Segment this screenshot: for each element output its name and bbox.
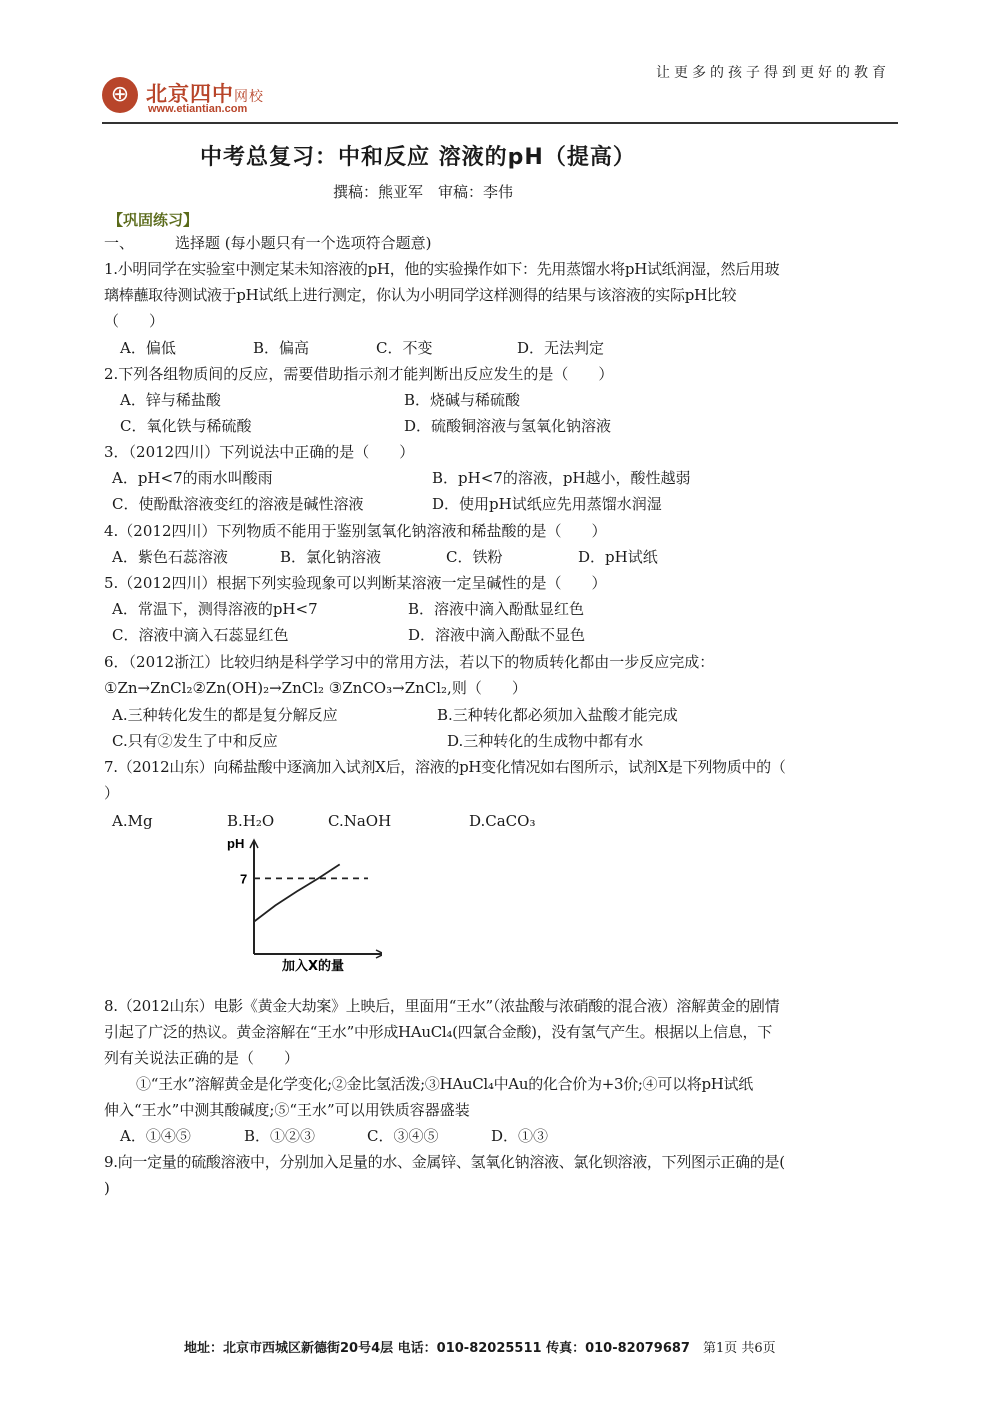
part-heading: 选择题 (每小题只有一个选项符合题意): [175, 234, 432, 252]
q6-option-b: B.三种转化都必须加入盐酸才能完成: [437, 706, 678, 724]
q2-option-c: C．氧化铁与稀硫酸: [120, 417, 252, 435]
q5-option-d: D．溶液中滴入酚酞不显色: [408, 626, 586, 644]
q6-stem: 6．（2012浙江）比较归纳是科学学习中的常用方法，若以下的物质转化都由一步反应完成：: [104, 653, 715, 671]
footer-address: 地址：北京市西城区新德街20号4层 电话：010-82025511 传真：010-82079687: [184, 1341, 690, 1356]
q5-option-b: B．溶液中滴入酚酞显红色: [408, 600, 585, 618]
q6-reactions: ①Zn→ZnCl₂②Zn(OH)₂→ZnCl₂ ③ZnCO₃→ZnCl₂,则（ ）: [104, 679, 527, 697]
q1-option-c: C．不变: [376, 339, 433, 357]
footer: [184, 1337, 776, 1356]
y-axis-label: pH: [227, 838, 245, 851]
q8-line-2: 引起了广泛的热议。黄金溶解在“王水”中形成HAuCl₄(四氯合金酸)，没有氢气产生。根据以上信息，下: [104, 1023, 772, 1041]
q1-line-1: 1.小明同学在实验室中测定某未知溶液的pH，他的实验操作如下：先用蒸馏水将pH试纸润湿，然后用玻: [104, 260, 780, 278]
y-tick-label: 7: [240, 871, 248, 887]
q5-option-c: C．溶液中滴入石蕊显红色: [112, 626, 289, 644]
q9-line-1: 9.向一定量的硫酸溶液中，分别加入足量的水、金属锌、氢氧化钠溶液、氯化钡溶液，下列图示正确的是(: [104, 1153, 785, 1171]
logo-emblem-icon: ⊕: [102, 77, 138, 113]
q8-option-d: D．①③: [491, 1127, 549, 1145]
logo-sub: 网校: [234, 89, 264, 105]
q7-option-d: D.CaCO₃: [469, 812, 536, 830]
q1-option-b: B．偏高: [253, 339, 310, 357]
q6-option-a: A.三种转化发生的都是复分解反应: [112, 706, 338, 724]
q4-option-d: D．pH试纸: [578, 548, 658, 566]
logo-url: www.etiantian.com: [148, 103, 248, 115]
q3-option-a: A．pH<7的雨水叫酸雨: [112, 469, 273, 487]
q6-option-d: D.三种转化的生成物中都有水: [447, 732, 644, 750]
q1-line-2: 璃棒蘸取待测试液于pH试纸上进行测定，你认为小明同学这样测得的结果与该溶液的实际pH比较: [104, 286, 737, 304]
header-divider: [102, 122, 898, 124]
q8-option-b: B．①②③: [244, 1127, 316, 1145]
slogan: 让更多的孩子得到更好的教育: [656, 65, 890, 81]
q9-line-2: ): [104, 1179, 110, 1197]
page-title: 中考总复习：中和反应 溶液的pH（提高）: [200, 145, 636, 170]
q8-option-a: A．①④⑤: [120, 1127, 191, 1145]
q8-option-c: C．③④⑤: [367, 1127, 439, 1145]
author-line: 撰稿：熊亚军 审稿：李伟: [333, 183, 514, 201]
q1-option-a: A．偏低: [120, 339, 176, 357]
q4-stem: 4.（2012四川）下列物质不能用于鉴别氢氧化钠溶液和稀盐酸的是（ ）: [104, 522, 607, 540]
ph-chart: [222, 838, 382, 973]
q5-option-a: A．常温下，测得溶液的pH<7: [112, 600, 318, 618]
q1-option-d: D．无法判定: [517, 339, 605, 357]
q2-option-d: D．硫酸铜溶液与氢氧化钠溶液: [404, 417, 612, 435]
q4-option-c: C．铁粉: [446, 548, 503, 566]
logo-name: 北京四中网校: [146, 82, 264, 106]
q3-option-d: D．使用pH试纸应先用蒸馏水润湿: [432, 495, 662, 513]
footer-page: 第1页 共6页: [703, 1341, 776, 1356]
ph-curve: [254, 864, 340, 921]
section-heading: 【巩固练习】: [108, 211, 199, 229]
q8-line-1: 8.（2012山东）电影《黄金大劫案》上映后，里面用“王水”（浓盐酸与浓硝酸的混合液）溶解黄金的剧情: [104, 997, 780, 1015]
q8-line-4: ①“王水”溶解黄金是化学变化;②金比氢活泼;③HAuCl₄中Au的化合价为+3价;④可以将pH试纸: [136, 1075, 753, 1093]
q4-option-b: B．氯化钠溶液: [280, 548, 382, 566]
q3-option-b: B．pH<7的溶液，pH越小，酸性越弱: [432, 469, 691, 487]
q7-option-a: A.Mg: [112, 812, 153, 830]
q6-option-c: C.只有②发生了中和反应: [112, 732, 278, 750]
part-number: 一、: [104, 234, 135, 252]
q1-line-3: （ ）: [104, 312, 165, 330]
q5-stem: 5.（2012四川）根据下列实验现象可以判断某溶液一定呈碱性的是（ ）: [104, 574, 607, 592]
q7-option-c: C.NaOH: [328, 812, 392, 830]
q3-option-c: C．使酚酞溶液变红的溶液是碱性溶液: [112, 495, 364, 513]
q4-option-a: A．紫色石蕊溶液: [112, 548, 228, 566]
q7-option-b: B.H₂O: [227, 812, 275, 830]
q3-stem: 3．（2012四川）下列说法中正确的是（ ）: [104, 443, 415, 461]
x-axis-label: 加入X的量: [282, 959, 345, 973]
q2-stem: 2.下列各组物质间的反应，需要借助指示剂才能判断出反应发生的是（ ）: [104, 365, 614, 383]
q8-line-5: 伸入“王水”中测其酸碱度;⑤“王水”可以用铁质容器盛装: [104, 1101, 470, 1119]
q7-line-2: ）: [104, 784, 120, 802]
q2-option-b: B．烧碱与稀硫酸: [404, 391, 521, 409]
q8-line-3: 列有关说法正确的是（ ）: [104, 1049, 300, 1067]
q7-line-1: 7.（2012山东）向稀盐酸中逐滴加入试剂X后，溶液的pH变化情况如右图所示，试剂X是下列物质中的（: [104, 758, 786, 776]
q2-option-a: A．锌与稀盐酸: [120, 391, 221, 409]
